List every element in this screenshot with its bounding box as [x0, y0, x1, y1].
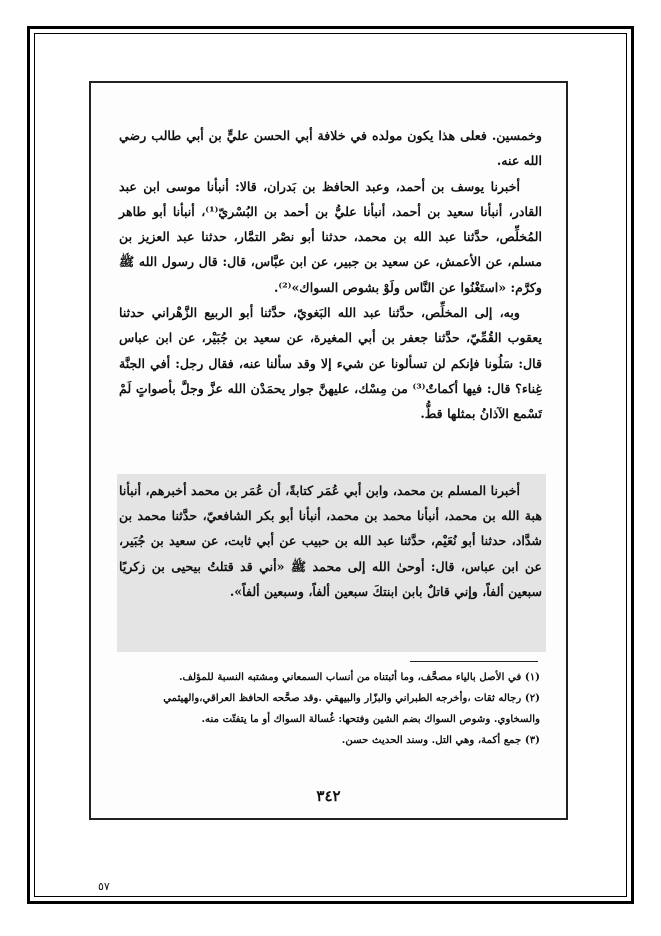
- main-text: [119, 123, 542, 427]
- footnote-divider: [410, 661, 538, 662]
- footnotes: [119, 667, 540, 751]
- book-page-number: ٣٤٢: [316, 787, 341, 805]
- highlighted-text: [119, 478, 542, 604]
- footnote: (٣) جمع أكمة، وهي التل. وسند الحديث حسن.: [341, 734, 540, 746]
- paragraph: وخمسين. فعلى هذا يكون مولده في خلافة أبي الحسن عليٍّ بن أبي طالب رضي الله عنه.: [119, 128, 542, 169]
- highlighted-paragraph: أخبرنا المسلم بن محمد، وابن أبي عُمَر كتابةً، أن عُمَر بن محمد أخبرهم، أنبأنا هبة الله بن محمد، أنبأنا محمد بن محمد، أنبأنا أبو بكر الشافعيّ، حدَّثنا محمد بن شدَّاد، حدثنا أبو نُعَيْم، حدَّثنا عبد الله بن حبيب عن أبي ثابت، عن سعيد بن جُبَير، عن ابن عباس، قال: أوحىٰ الله إلى محمد ﷺ «أني قد قتلتُ بيحيى بن زكريًا سبعين ألفاً، وإني قاتلٌ بابن ابنتكَ سبعين ألفاً، وسبعين ألفاً».: [119, 483, 542, 599]
- scanned-page: [89, 81, 568, 820]
- document-page-number: ٥٧: [98, 880, 110, 893]
- paragraph: أخبرنا يوسف بن أحمد، وعبد الحافظ بن بَدران، قالا: أنبأنا موسى ابن عبد القادر، أنبأنا سعيد بن أحمد، أنبأنا عليُّ بن أحمد بن البُسْريّ⁽¹⁾، أنبأنا أبو طاهر المُخلِّص، حدَّثنا عبد الله بن محمد، حدثنا أبو نصْر التمَّار، حدثنا عبد العزيز بن مسلم، عن الأعمش، عن سعيد بن جبير، عن ابن عبَّاس، قال: قال رسول الله ﷺ وكرَّم: «استَغْنُوا عن النَّاس ولَوْ بشوص السواك»⁽²⁾.: [119, 178, 542, 295]
- footnote: (١) في الأصل بالياء مصحَّف، وما أثبتناه من أنساب السمعاني ومشتبه النسبة للمؤلف.: [178, 671, 540, 683]
- footnote: (٢) رجاله ثقات ،وأخرجه الطبراني والبزّار والبيهقي .وقد صحَّحه الحافظ العراقي،والهيثمي والسخاوي. وشوص السواك بضم الشين وفتحها: غُسالة السواك أو ما يتفتّت منه.: [163, 692, 540, 725]
- paragraph: وبه، إلى المخلِّص، حدَّثنا عبد الله البَغويّ، حدَّثنا أبو الربيع الزَّهْراني حدثنا يعقوب القُمِّيّ، حدَّثنا جعفر بن أبي المغيرة، عن سعيد بن جُبَيْر، عن ابن عباس قال: سَلُونا فإنكم لن تسألونا عن شيء إلا وقد سألنا عنه، فقال رجل: أفي الجنَّة غِناء؟ قال: فيها أكماتٌ⁽³⁾ من مِسْك، عليهنَّ جوار يحمَدْن الله عزَّ وجلَّ بأصواتٍ لَمْ تَسْمع الآذانُ بمثلها قطُّ.: [119, 305, 542, 422]
